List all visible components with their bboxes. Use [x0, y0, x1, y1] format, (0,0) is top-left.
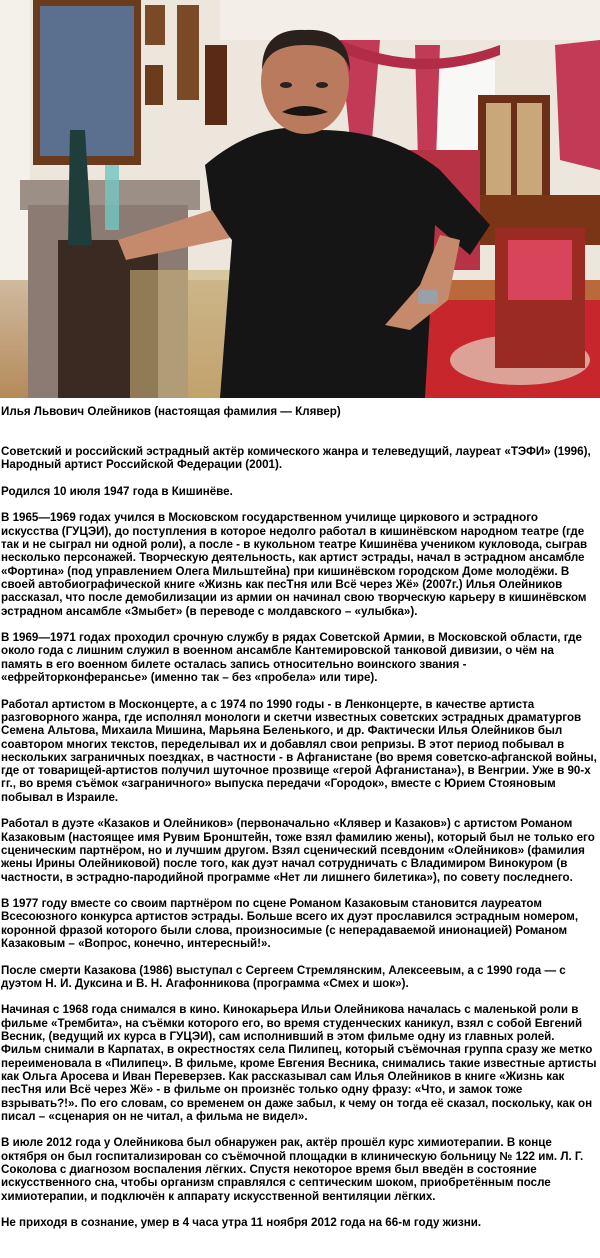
paragraph-birth: Родился 10 июля 1947 года в Кишинёве. — [1, 484, 233, 498]
portrait-illustration — [0, 0, 600, 398]
paragraph-education: В 1965—1969 годах учился в Московском государственном училище циркового и эстрадного искусства (ГУЦЭИ), до поступления в которое недолго работал в кишинёвском народном театре (где так и не сыграл ни одной роли), а после - в кукольном театре Кишинёва учеником кукловода, сыграв несколько персонажей. Творческую деятельность, как артист эстрады, начал в эстрадном ансамбле «Фортина» (под управлением Олега Мильштейна) при кишинёвском городском Доме молодёжи. В своей автобиографической книге «Жизнь как песТня или Всё через Жё» (2007г.) Илья Олейников рассказал, что после демобилизации из армии он начинал свою творческую карьеру в кишинёвском эстрадном ансамбле «Змыбет» (в переводе с молдавского – «улыбка»). — [1, 511, 588, 618]
paragraph-1977: В 1977 году вместе со своим партнёром по сцене Романом Казаковым становится лауреатом Всесоюзного конкурса артистов эстрады. Больше всего их дуэт прославился эстрадным номером, коронной фразой которого были слова, произносимые (с неперадаваемой инионацией) Романом Казаковым – «Вопрос, конечно, интересный!». — [1, 897, 579, 950]
paragraph-death: Не приходя в сознание, умер в 4 часа утра 11 ноября 2012 года на 66-м году жизни. — [1, 1216, 482, 1230]
paragraph-illness: В июле 2012 года у Олейникова был обнаружен рак, актёр прошёл курс химиотерапии. В конце октября он был госпитализирован со съёмочной площадки в клиническую больницу № 122 им. Л. Г. Соколова с диагнозом воспаления лёгких. Спустя некоторое время был введён в состояние искусственного сна, чтобы организм справлялся с септическим шоком, приобретённым после химиотерапии, и подключён к аппарату искусственной вентиляции лёгких. — [1, 1136, 584, 1203]
biography-text — [1, 445, 597, 1243]
portrait-photo — [0, 0, 600, 398]
paragraph-after-kazakov: После смерти Казакова (1986) выступал с Сергеем Стремлянским, Алексеевым, а с 1990 года — с дуэтом Н. И. Дуксина и В. Н. Агафонникова (программа «Смех и шок»). — [1, 963, 566, 990]
paragraph-intro: Советский и российский эстрадный актёр комического жанра и телеведущий, лауреат «ТЭФИ» (1996), Народный артист Российской Федерации (2001). — [1, 445, 591, 472]
paragraph-army: В 1969—1971 годах проходил срочную службу в рядах Советской Армии, в Московской области, где около года с лишним служил в военном ансамбле Кантемировской танковой дивизии, о чём на память в его военном билете осталась запись относительно воинского звания - «ефрейторконферансье» (именно так – без «пробела» или тире). — [1, 631, 582, 685]
paragraph-cinema: Начиная с 1968 года снимался в кино. Кинокарьера Ильи Олейникова началась с маленькой роли в фильме «Трембита», на съёмки которого его, во время студенческих каникул, взял с собой Евгений Весник, (ведущий их курса в ГУЦЭИ), сам исполнивший в этом фильме одну из главных ролей. Фильм снимали в Карпатах, в окрестностях села Пилипец, который съёмочная группа сразу же метко переименовала в «Пилипец». В фильме, кроме Евгения Весника, снимались такие известные артисты как Ольга Аросева и Иван Переверзев. Как рассказывал сам Илья Олейников в книге «Жизнь как песТня или Всё через Жё» - в фильме он произнёс только одну фразу: «Что, и замок тоже взрывать?!». По его словам, со временем он даже забыл, к чему он тогда её сказал, поскольку, как он писал – «сценария он не читал, а фильма не видел». — [1, 1003, 597, 1123]
photo-caption: Илья Львович Олейников (настоящая фамилия — Клявер) — [1, 405, 341, 418]
paragraph-duet: Работал в дуэте «Казаков и Олейников» (первоначально «Клявер и Казаков») с артистом Романом Казаковым (настоящее имя Рувим Бронштейн, тоже взял фамилию жены), который был не только его сценическим партнёром, но и лучшим другом. Взял сценический псевдоним «Олейников» (фамилия жены Ирины Олейниковой) после того, как дуэт начал сотрудничать с Владимиром Винокуром (в частности, в эстрадно-пародийной программе «Нет ли лишнего билетика»), по совету последнего. — [1, 817, 595, 884]
paragraph-mosconcert: Работал артистом в Москонцерте, а с 1974 по 1990 годы - в Ленконцерте, в качестве артиста разговорного жанра, где исполнял монологи и скетчи известных советских эстрадных драматургов Семена Альтова, Михаила Мишина, Марьяна Беленького, и др. Фактически Илья Олейников был соавтором многих текстов, переделывал их и добавлял свои репризы. В этот период побывал в нескольких заграничных поездках, в частности - в Афганистане (во время советско-афганской войны, где от товарищей-артистов получил шуточное прозвище «герой Афганистана»), в Венгрии. Уже в 90-х гг., во время съёмок «заграничного» выпуска передачи «Городок», вместе с Юрием Стояновым побывал в Израиле. — [1, 697, 597, 804]
